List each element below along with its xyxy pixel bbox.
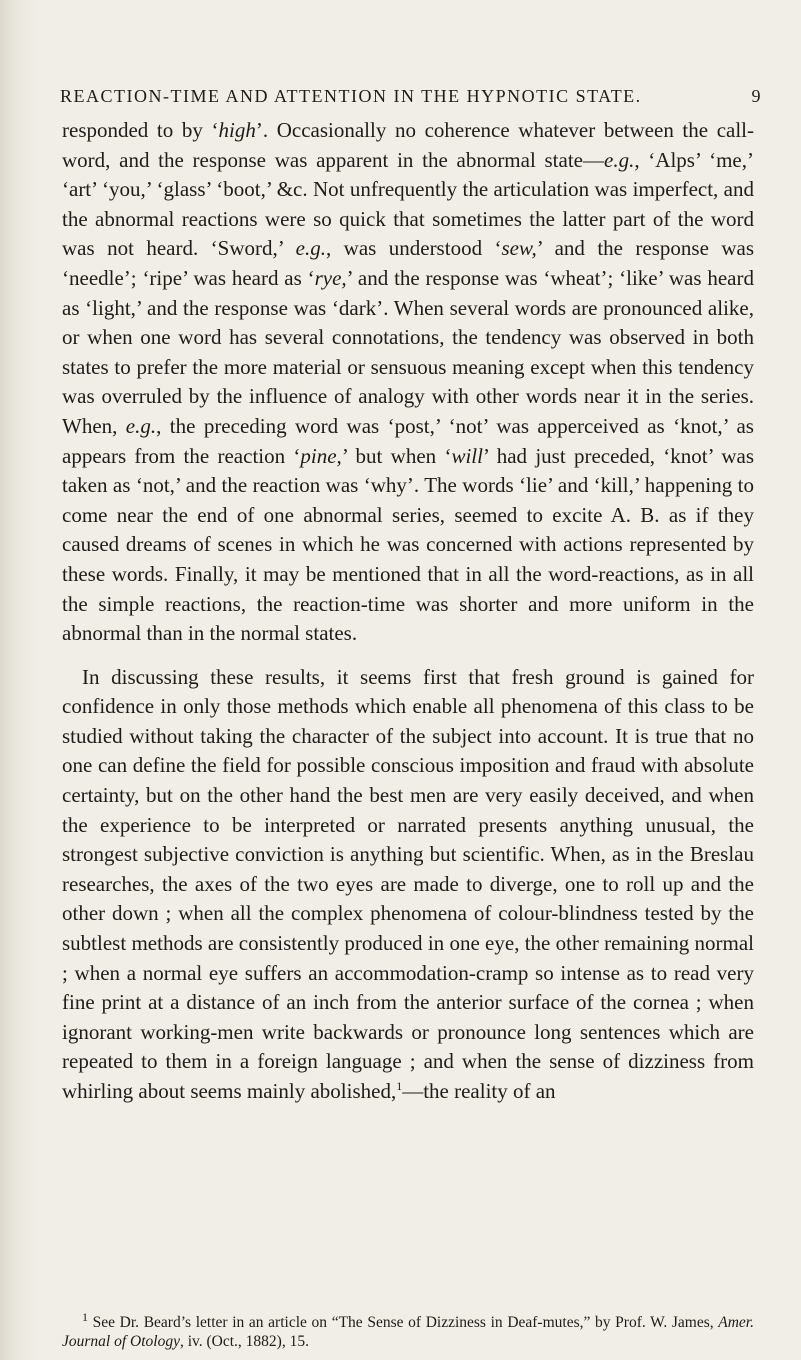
text-run: responded to by ‘ bbox=[62, 118, 219, 142]
text-run: ’ but when ‘ bbox=[341, 443, 452, 468]
text-run: ’ and the response was ‘needle’; ‘ripe’ was heard as ‘ bbox=[62, 236, 754, 290]
footnote-reference: 1 bbox=[396, 1079, 403, 1093]
page-number: 9 bbox=[751, 86, 762, 106]
italic-run: will bbox=[451, 443, 483, 468]
footnote-journal: Amer. Journal of Otology bbox=[62, 1314, 754, 1350]
italic-run: e.g. bbox=[125, 413, 157, 438]
paragraph-1 bbox=[62, 116, 754, 649]
text-run: , was understood ‘ bbox=[325, 236, 502, 261]
body-text bbox=[62, 116, 754, 1107]
italic-run: pine, bbox=[300, 443, 342, 468]
text-run: ’ and the response was ‘wheat’; ‘like’ was heard as ‘light,’ and the response was ‘dark’. When several words are pronounced alike, or when one word has several connotations, the tendency was observed in both states to prefer the more material or sensuous meaning except when this tendency was overruled by the influence of analogy with other words near it in the series. When, bbox=[62, 265, 754, 438]
paragraph-2-end: —the reality of an bbox=[402, 1079, 556, 1103]
text-run: , the preceding word was ‘post,’ ‘not’ was apperceived as ‘knot,’ as appears from the reaction ‘ bbox=[62, 413, 754, 468]
italic-run: rye, bbox=[314, 265, 347, 290]
text-run: ’ had just preceded, ‘knot’ was taken as ‘not,’ and the reaction was ‘why’. The words ‘lie’ and ‘kill,’ happening to come near the end of one abnormal series, seemed to excite A. B. as if they caused dreams of scenes in which he was concerned with actions represented by these words. Finally, it may be mentioned that in all the word-reactions, as in all the simple reactions, the reaction-time was shorter and more uniform in the abnormal than in the normal states. bbox=[62, 443, 754, 646]
italic-run: sew, bbox=[501, 236, 537, 261]
running-title: REACTION-TIME AND ATTENTION IN THE HYPNOTIC STATE. bbox=[60, 86, 642, 106]
footnote-marker: 1 bbox=[82, 1309, 88, 1324]
footnote bbox=[62, 1309, 754, 1351]
paragraph-2 bbox=[62, 663, 754, 1107]
text-run: , ‘Alps’ ‘me,’ ‘art’ ‘you,’ ‘glass’ ‘boot,’ &c. Not unfrequently the articulation was imperfect, and the abnormal reactions were so quick that sometimes the latter part of the word was not heard. ‘Sword,’ bbox=[62, 147, 754, 261]
footnote-text-after: , iv. (Oct., 1882), 15. bbox=[179, 1333, 309, 1350]
italic-run: high bbox=[218, 118, 256, 142]
paragraph-2-text: In discussing these results, it seems first that fresh ground is gained for confidence in only those methods which enable all phenomena of this class to be studied without taking the character of the subject into account. It is true that no one can define the field for possible conscious imposition and fraud with absolute certainty, but on the other hand the best men are very easily deceived, and when the experience to be interpreted or narrated presents anything unusual, the strongest subjective conviction is anything but scientific. When, as in the Breslau researches, the axes of the two eyes are made to diverge, one to roll up and the other down ; when all the complex phenomena of colour-blindness tested by the subtlest methods are consistently produced in one eye, the other remaining normal ; when a normal eye suffers an accommodation-cramp so intense as to read very fine print at a distance of an inch from the anterior surface of the cornea ; when ignorant working-men write backwards or pronounce long sentences which are repeated to them in a foreign language ; and when the sense of dizziness from whirling about seems mainly abolished, bbox=[62, 664, 754, 1103]
italic-run: e.g. bbox=[295, 236, 326, 261]
footnote-text-before: See Dr. Beard’s letter in an article on “The Sense of Dizziness in Deaf-mutes,” by Prof. W. James, bbox=[88, 1314, 719, 1331]
italic-run: e.g. bbox=[604, 147, 635, 172]
text-run: ’. Occasionally no coherence whatever between the call-word, and the response was apparent in the abnormal state— bbox=[62, 118, 755, 172]
